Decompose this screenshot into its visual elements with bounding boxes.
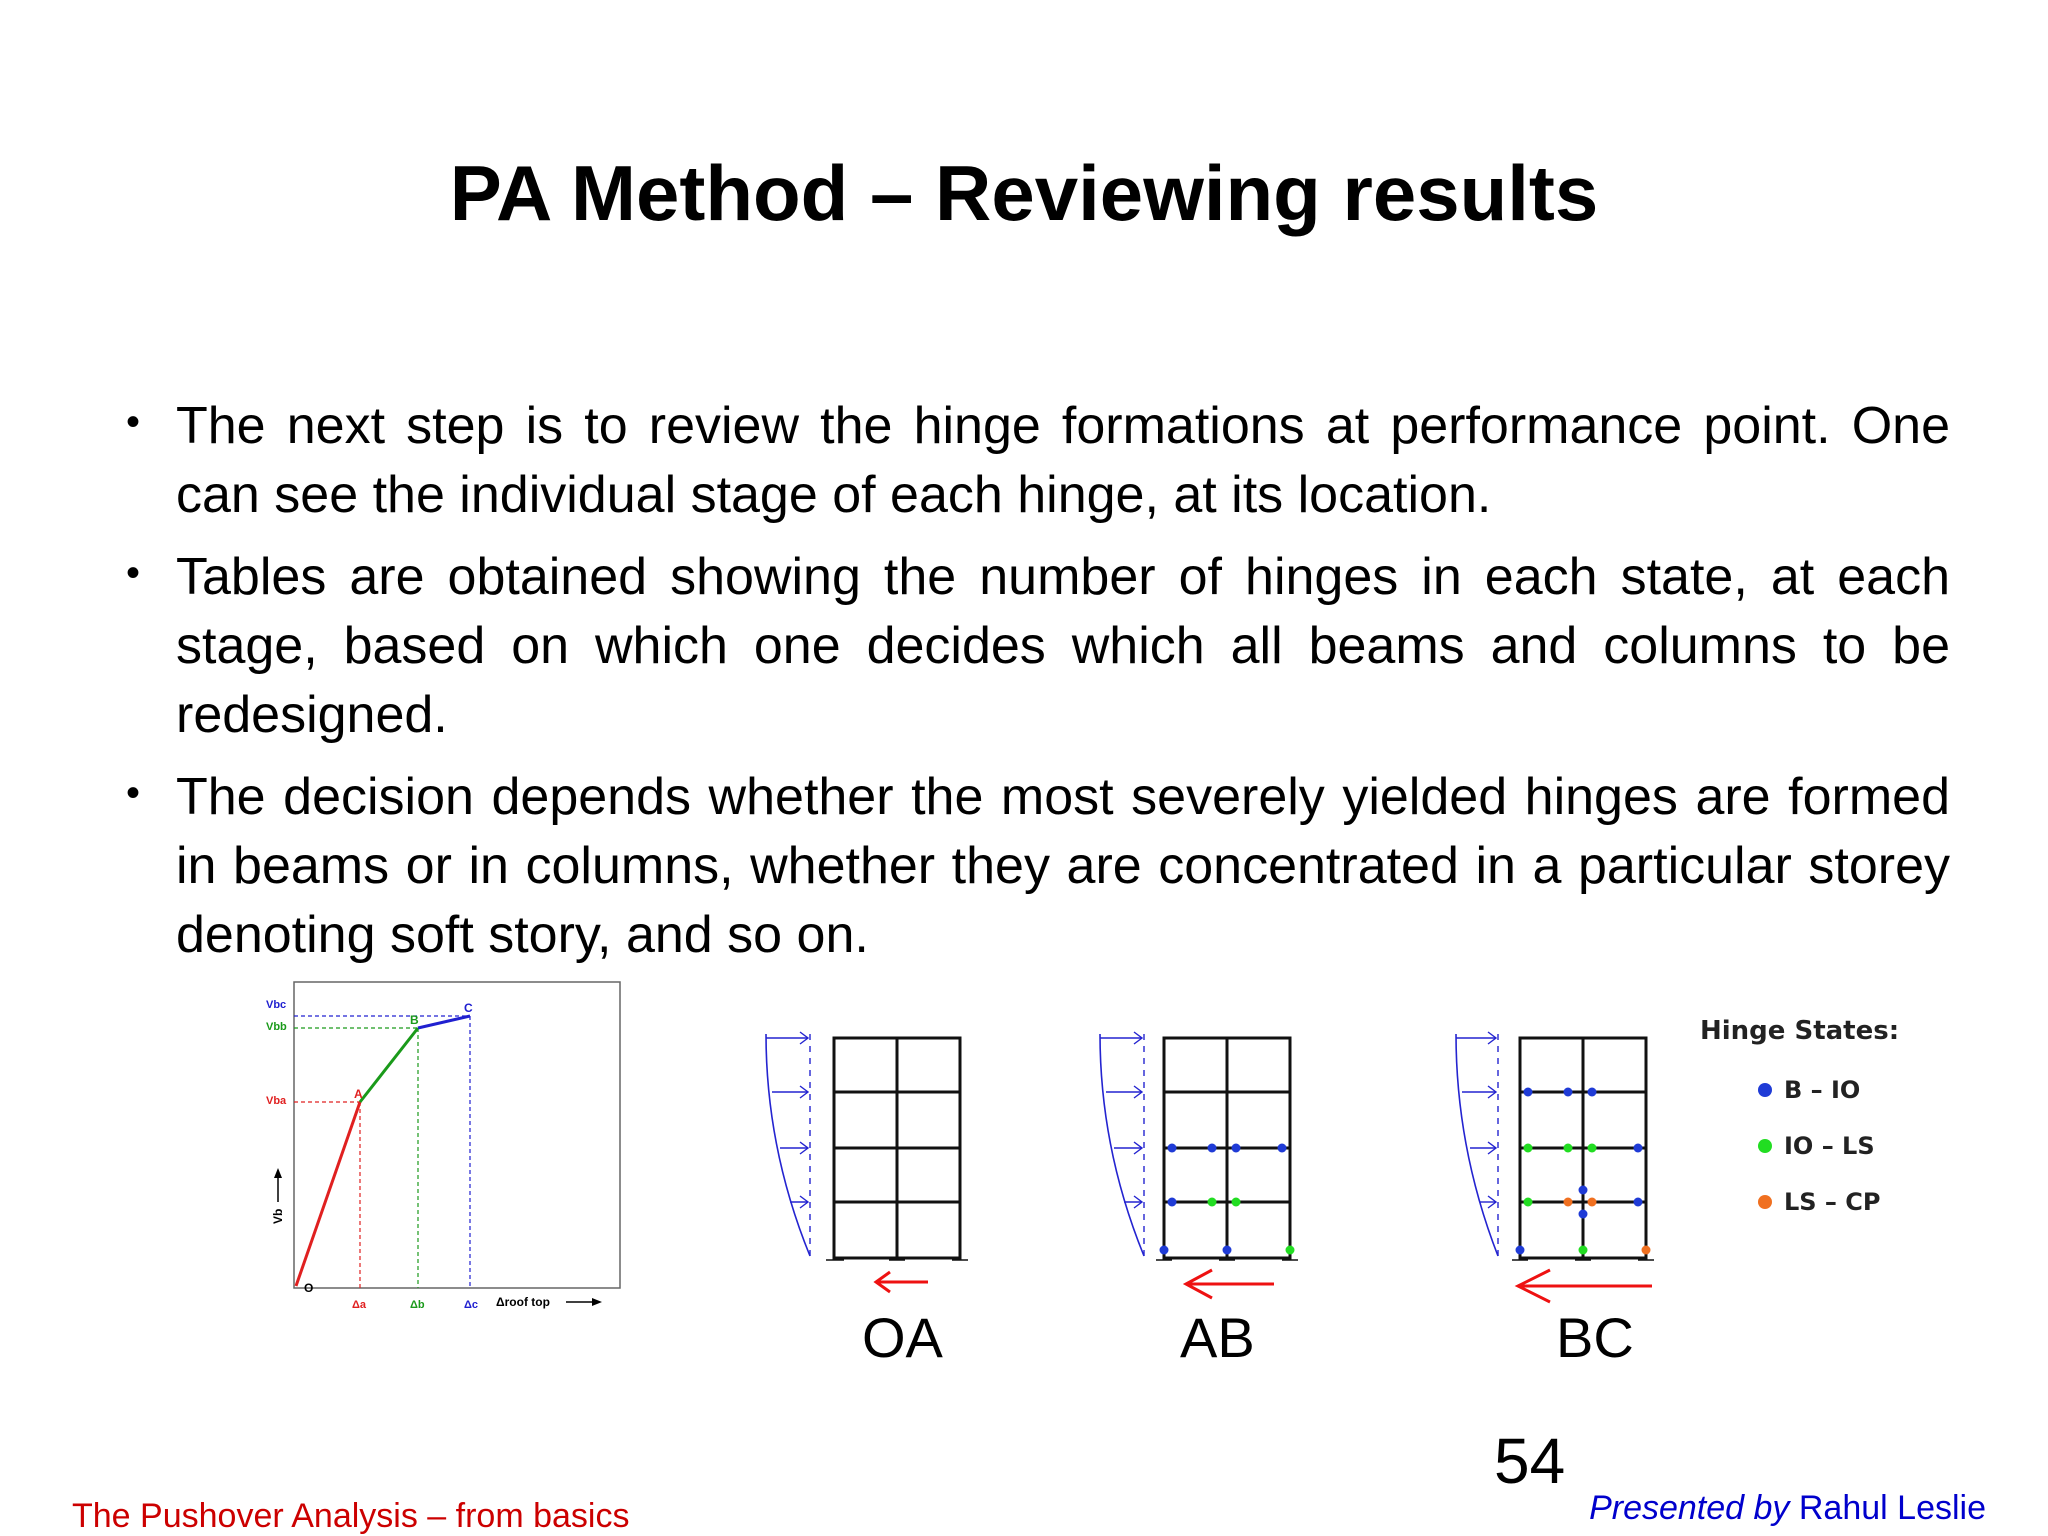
presented-by-label: Presented by <box>1589 1489 1790 1527</box>
bullet-text: The decision depends whether the most severely yielded hinges are formed in beams or in columns, whether they are concentrated in a particular storey denoting soft story, and so on. <box>176 768 1950 964</box>
frame-label-oa: OA <box>862 1306 943 1369</box>
frame-ab-figure <box>1094 998 1314 1338</box>
legend-label: LS – CP <box>1784 1188 1881 1216</box>
bullet-item <box>120 543 1950 750</box>
legend-item-b-io <box>1700 1062 1930 1118</box>
frame-structure <box>1520 1038 1646 1258</box>
label-vbb: Vbb <box>266 1021 287 1033</box>
slide-title: PA Method – Reviewing results <box>449 149 1599 237</box>
label-db: Δb <box>410 1299 425 1311</box>
label-droof: Δroof top <box>496 1295 550 1309</box>
label-o: O <box>304 1281 314 1295</box>
hinge-state-legend <box>1700 1016 1930 1230</box>
label-vbc: Vbc <box>266 999 287 1011</box>
plot-frame <box>294 982 620 1288</box>
frame-bc-figure <box>1450 998 1680 1338</box>
bullet-list <box>120 392 1950 983</box>
bullet-item <box>120 392 1950 530</box>
label-a: A <box>354 1087 363 1101</box>
bullet-text: The next step is to review the hinge formations at performance point. One can see the individual stage of each hinge, at its location. <box>176 397 1950 524</box>
label-dc: Δc <box>464 1299 479 1311</box>
label-b: B <box>410 1013 419 1027</box>
frame-label-ab: AB <box>1180 1306 1255 1369</box>
author-name: Rahul Leslie <box>1798 1489 1986 1527</box>
legend-item-ls-cp <box>1700 1174 1930 1230</box>
label-vb: Vb <box>271 1208 285 1224</box>
footer-title: The Pushover Analysis – from basics <box>72 1497 630 1535</box>
page-number: 54 <box>1494 1425 1566 1497</box>
legend-swatch-icon <box>1758 1083 1772 1097</box>
vb-arrow-head <box>274 1168 282 1178</box>
legend-item-io-ls <box>1700 1118 1930 1174</box>
legend-swatch-icon <box>1758 1195 1772 1209</box>
frame-oa-figure <box>760 998 980 1338</box>
bullet-dot: • <box>126 771 141 815</box>
bullet-dot: • <box>126 400 141 444</box>
droof-arrow-head <box>592 1298 602 1306</box>
legend-label: B – IO <box>1784 1076 1861 1104</box>
frame-structure <box>834 1038 960 1258</box>
frame-label-bc: BC <box>1556 1306 1634 1369</box>
legend-swatch-icon <box>1758 1139 1772 1153</box>
footer-credit <box>1589 1488 1986 1528</box>
legend-title: Hinge States: <box>1700 1016 1900 1046</box>
label-da: Δa <box>352 1299 367 1311</box>
bullet-dot: • <box>126 551 141 595</box>
label-vba: Vba <box>266 1095 287 1107</box>
bullet-text: Tables are obtained showing the number of hinges in each state, at each stage, based on which one decides which all beams and columns to be redesigned. <box>176 548 1950 744</box>
label-c: C <box>464 1001 473 1015</box>
bullet-item <box>120 763 1950 970</box>
legend-label: IO – LS <box>1784 1132 1875 1160</box>
capacity-curve-figure <box>260 978 640 1318</box>
frame-structure <box>1164 1038 1290 1258</box>
